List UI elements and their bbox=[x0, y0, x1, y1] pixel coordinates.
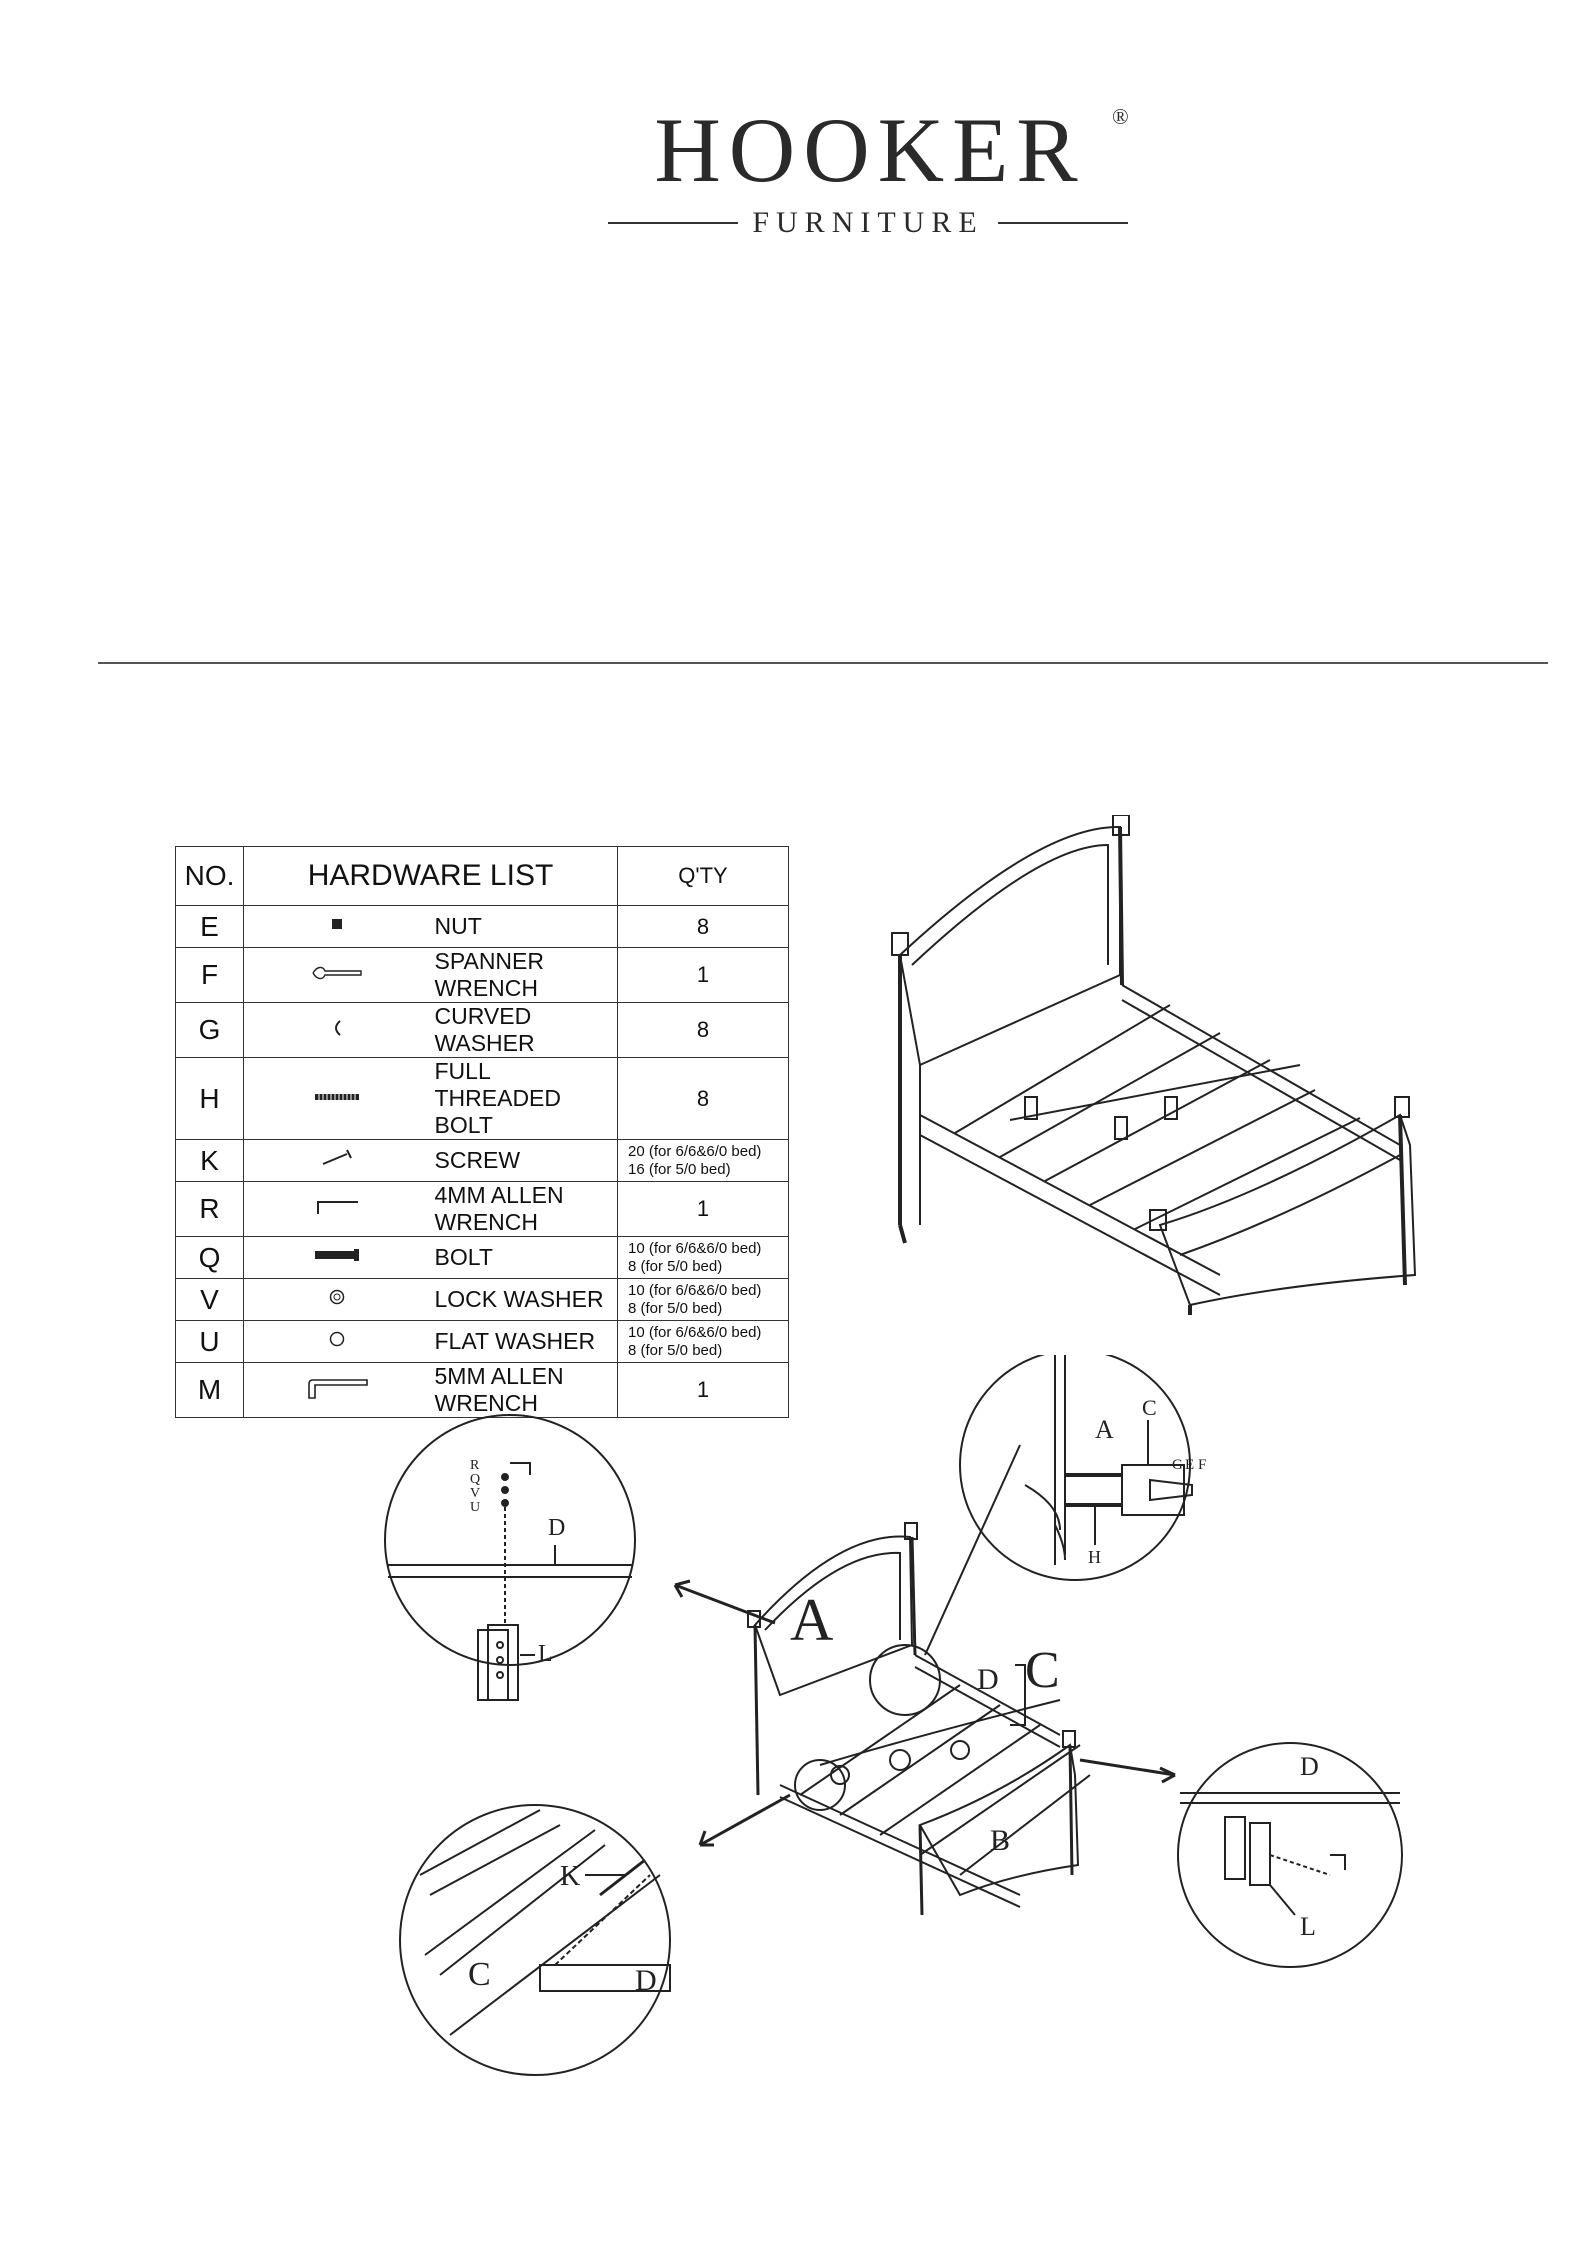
hardware-qty-line: 10 (for 6/6&6/0 bed) bbox=[628, 1323, 762, 1341]
hardware-no: R bbox=[176, 1182, 244, 1237]
hardware-no: K bbox=[176, 1140, 244, 1182]
header-qty: Q'TY bbox=[618, 847, 789, 906]
label-h: H bbox=[1088, 1547, 1101, 1567]
hardware-name: 4MM ALLEN WRENCH bbox=[431, 1182, 618, 1237]
hardware-no: H bbox=[176, 1058, 244, 1140]
hardware-no: Q bbox=[176, 1237, 244, 1279]
assembly-diagram bbox=[360, 1355, 1420, 2145]
hardware-row-h bbox=[176, 1058, 789, 1140]
screw-icon bbox=[244, 1140, 431, 1182]
label-g: G bbox=[1172, 1457, 1183, 1473]
hardware-row-q bbox=[176, 1237, 789, 1279]
label-footboard-b: B bbox=[990, 1824, 1011, 1857]
hardware-qty-line: 8 (for 5/0 bed) bbox=[628, 1299, 723, 1317]
hardware-no: G bbox=[176, 1003, 244, 1058]
hardware-qty-line: 1 bbox=[696, 1377, 710, 1402]
label-d-bracket: D bbox=[1300, 1752, 1319, 1781]
label-f: F bbox=[1198, 1457, 1207, 1473]
hardware-name: 5MM ALLEN WRENCH bbox=[431, 1363, 618, 1418]
hardware-qty bbox=[618, 1058, 789, 1140]
hardware-qty-line: 10 (for 6/6&6/0 bed) bbox=[628, 1239, 762, 1257]
header-no: NO. bbox=[176, 847, 244, 906]
hardware-qty bbox=[618, 1003, 789, 1058]
logo-subline bbox=[608, 208, 1128, 238]
footboard-outline bbox=[1160, 1115, 1415, 1305]
label-c-slat: C bbox=[468, 1956, 491, 1993]
label-v: V bbox=[470, 1486, 481, 1501]
detail-slat-screw bbox=[400, 1805, 670, 2075]
hardware-qty bbox=[618, 948, 789, 1003]
hardware-qty-line: 10 (for 6/6&6/0 bed) bbox=[628, 1281, 762, 1299]
spanner-wrench-icon bbox=[244, 948, 431, 1003]
hardware-name: FULL THREADED BOLT bbox=[431, 1058, 618, 1140]
hardware-table-header bbox=[176, 847, 789, 906]
hardware-qty-line: 1 bbox=[696, 962, 710, 987]
label-d-slat: D bbox=[635, 1964, 657, 1997]
hardware-name: SPANNER WRENCH bbox=[431, 948, 618, 1003]
detail-bolt-assembly bbox=[385, 1415, 635, 1700]
detail-headboard-connection bbox=[960, 1355, 1206, 1580]
hooker-furniture-logo bbox=[600, 100, 1140, 240]
label-l-bracket: L bbox=[1300, 1912, 1316, 1941]
hardware-qty-line: 8 bbox=[696, 1017, 710, 1042]
label-slat-d: D bbox=[977, 1663, 999, 1696]
hardware-qty-line: 1 bbox=[696, 1196, 710, 1221]
full-threaded-bolt-icon bbox=[244, 1058, 431, 1140]
leader-to-top-detail bbox=[925, 1445, 1020, 1655]
detail-focus-circle-top bbox=[870, 1645, 940, 1715]
arrow-to-bottom-detail bbox=[700, 1795, 790, 1845]
logo-brand: HOOKER bbox=[654, 99, 1086, 201]
label-c-detail: C bbox=[1142, 1395, 1157, 1420]
label-q: Q bbox=[470, 1472, 481, 1487]
hardware-qty bbox=[618, 1279, 789, 1321]
hardware-row-f bbox=[176, 948, 789, 1003]
hardware-no: E bbox=[176, 906, 244, 948]
hardware-qty-line: 20 (for 6/6&6/0 bed) bbox=[628, 1142, 762, 1160]
lock-washer-icon bbox=[244, 1279, 431, 1321]
section-divider bbox=[98, 662, 1548, 664]
label-l: L bbox=[538, 1641, 553, 1667]
label-u: U bbox=[470, 1500, 481, 1515]
label-a-detail: A bbox=[1095, 1415, 1114, 1444]
logo-sub: FURNITURE bbox=[752, 206, 984, 239]
hardware-row-r bbox=[176, 1182, 789, 1237]
hardware-name: SCREW bbox=[431, 1140, 618, 1182]
hardware-name: NUT bbox=[431, 906, 618, 948]
detail-center-rail-bracket bbox=[1178, 1743, 1402, 1967]
hardware-row-v bbox=[176, 1279, 789, 1321]
label-rail-c: C bbox=[1025, 1642, 1060, 1699]
hardware-name: BOLT bbox=[431, 1237, 618, 1279]
label-e: E bbox=[1185, 1457, 1195, 1473]
hardware-table bbox=[175, 846, 789, 1418]
hardware-no: F bbox=[176, 948, 244, 1003]
hardware-no: U bbox=[176, 1321, 244, 1363]
center-bed-drawing bbox=[748, 1523, 1090, 1915]
hardware-qty-line: 16 (for 5/0 bed) bbox=[628, 1160, 731, 1178]
hardware-row-e bbox=[176, 906, 789, 948]
hardware-no: V bbox=[176, 1279, 244, 1321]
hardware-qty bbox=[618, 1237, 789, 1279]
hardware-qty bbox=[618, 1140, 789, 1182]
allen-wrench-4mm-icon bbox=[244, 1182, 431, 1237]
hardware-qty-line: 8 bbox=[696, 1085, 710, 1111]
hardware-name: LOCK WASHER bbox=[431, 1279, 618, 1321]
arrow-to-left-detail bbox=[675, 1585, 775, 1623]
nut-icon bbox=[244, 906, 431, 948]
hardware-row-g bbox=[176, 1003, 789, 1058]
logo-registered-mark: ® bbox=[1112, 104, 1129, 129]
hardware-table-body bbox=[176, 906, 789, 1418]
hardware-name: CURVED WASHER bbox=[431, 1003, 618, 1058]
logo-rule-right bbox=[998, 222, 1128, 224]
hardware-no: M bbox=[176, 1363, 244, 1418]
hardware-name: FLAT WASHER bbox=[431, 1321, 618, 1363]
hardware-qty bbox=[618, 906, 789, 948]
assembled-bed-drawing bbox=[860, 815, 1420, 1325]
hardware-row-k bbox=[176, 1140, 789, 1182]
label-k: K bbox=[560, 1861, 581, 1892]
curved-washer-icon bbox=[244, 1003, 431, 1058]
hardware-qty-line: 8 bbox=[696, 913, 710, 939]
hardware-qty bbox=[618, 1182, 789, 1237]
header-hardware-list: HARDWARE LIST bbox=[244, 847, 618, 906]
label-headboard-a: A bbox=[790, 1587, 834, 1653]
label-d: D bbox=[548, 1515, 566, 1541]
logo-rule-left bbox=[608, 222, 738, 224]
hardware-qty-line: 8 (for 5/0 bed) bbox=[628, 1257, 723, 1275]
hardware-qty-line: 8 (for 5/0 bed) bbox=[628, 1341, 723, 1359]
label-r: R bbox=[470, 1458, 480, 1473]
bolt-icon bbox=[244, 1237, 431, 1279]
